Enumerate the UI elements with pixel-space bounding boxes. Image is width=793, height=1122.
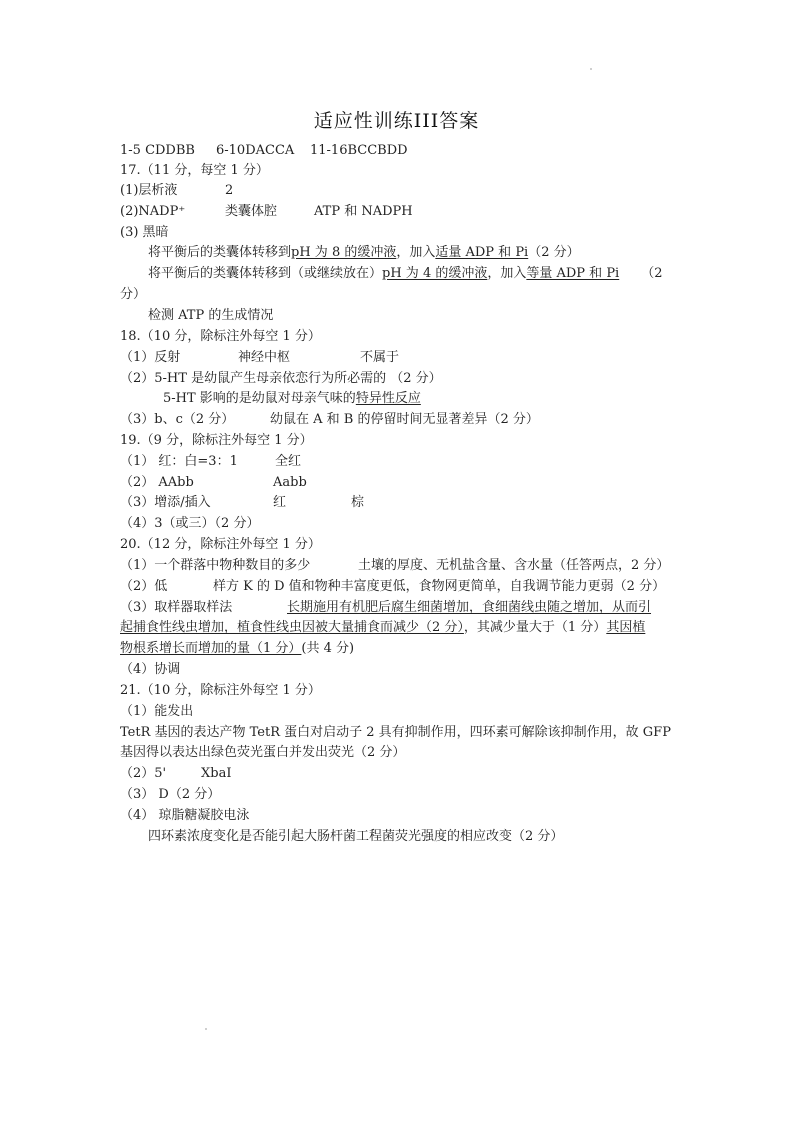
q21-line4-a: （2）5' xyxy=(120,766,167,781)
q21-line4-b: XbaⅠ xyxy=(201,766,232,781)
q17-line6: 分） xyxy=(120,287,147,302)
q19-line1-b: 全红 xyxy=(275,454,302,469)
q18-line1-a: （1）反射 xyxy=(120,350,181,365)
page-title: 适应性训练III答案 xyxy=(313,110,480,132)
choice-answers-11-16: 11-16BCCBDD xyxy=(310,143,408,158)
q20-line4 xyxy=(120,620,645,636)
q20-heading: 20.（12 分，除标注外每空 1 分） xyxy=(120,537,321,552)
q20-line4-underline-2: 其因植 xyxy=(606,620,646,635)
q19-line2-b: Aabb xyxy=(273,475,307,490)
q18-line4-a: （3）b、c（2 分） xyxy=(120,412,235,427)
q20-line2-a: （2）低 xyxy=(120,579,168,594)
q21-line3: 基因得以表达出绿色荧光蛋白并发出荧光（2 分） xyxy=(120,745,406,760)
choice-answers-1-5: 1-5 CDDBB xyxy=(120,143,195,158)
q17-line4-underline-2: 适量 ADP 和 Pi xyxy=(435,245,529,260)
q20-line5-post: (共 4 分) xyxy=(301,641,355,656)
q18-line1-b: 神经中枢 xyxy=(238,350,291,365)
q18-heading: 18.（10 分，除标注外每空 1 分） xyxy=(120,329,321,344)
q17-line2-a: (2)NADP⁺ xyxy=(120,204,186,219)
q20-line4-mid: ，其减少量大于（1 分） xyxy=(463,620,607,635)
q17-line5-underline-2: 等量 ADP 和 Pi xyxy=(526,266,620,281)
q17-line4-mid: ，加入 xyxy=(396,245,436,260)
q17-line4-post: （2 分） xyxy=(528,245,580,260)
q17-line7: 检测 ATP 的生成情况 xyxy=(148,308,274,323)
q19-line3-a: （3）增添/插入 xyxy=(120,495,211,510)
q17-heading: 17.（11 分，每空 1 分） xyxy=(120,163,269,178)
q20-line2-b: 样方 K 的 D 值和物种丰富度更低，食物网更简单，自我调节能力更弱（2 分） xyxy=(213,579,666,594)
q21-heading: 21.（10 分，除标注外每空 1 分） xyxy=(120,683,321,698)
q21-line5: （3） D（2 分） xyxy=(120,787,221,802)
scan-dot xyxy=(590,68,592,70)
scan-dot xyxy=(205,1028,207,1030)
q18-line1-c: 不属于 xyxy=(360,350,400,365)
q17-line4-underline-1: pH 为 8 的缓冲液 xyxy=(291,245,397,260)
q20-line6: （4）协调 xyxy=(120,662,181,677)
q20-line1-a: （1）一个群落中物种数目的多少 xyxy=(120,558,311,573)
q17-line3: (3) 黑暗 xyxy=(120,225,169,240)
q17-line5 xyxy=(148,266,663,282)
q21-line1: （1）能发出 xyxy=(120,704,194,719)
q18-line4-b: 幼鼠在 A 和 B 的停留时间无显著差异（2 分） xyxy=(270,412,539,427)
q17-line4-pre: 将平衡后的类囊体转移到 xyxy=(148,245,292,260)
q17-line2-c: ATP 和 NADPH xyxy=(314,204,413,219)
q17-line5-post: （2 xyxy=(641,266,663,281)
q19-line3-b: 红 xyxy=(273,495,287,510)
q19-line1-a: （1） 红：白=3：1 xyxy=(120,454,238,469)
q19-line4: （4）3（或三）（2 分） xyxy=(120,516,260,531)
q17-line1-b: 2 xyxy=(225,183,234,198)
q19-line3-c: 棕 xyxy=(351,495,365,510)
q19-line2-a: （2） AAbb xyxy=(120,475,194,490)
q18-line2: （2）5-HT 是幼鼠产生母亲依恋行为所必需的 （2 分） xyxy=(120,371,442,386)
q18-line3-underline: 特异性反应 xyxy=(355,391,421,406)
q17-line5-mid: ，加入 xyxy=(487,266,527,281)
q20-line1-b: 土壤的厚度、无机盐含量、含水量（任答两点，2 分） xyxy=(358,558,670,573)
q17-line2-b: 类囊体腔 xyxy=(225,204,278,219)
q18-line3-pre: 5-HT 影响的是幼鼠对母亲气味的 xyxy=(163,391,356,406)
q17-line1-a: (1)层析液 xyxy=(120,183,178,198)
q17-line5-pre: 将平衡后的类囊体转移到（或继续放在） xyxy=(148,266,383,281)
q21-line2: TetR 基因的表达产物 TetR 蛋白对启动子 2 具有抑制作用，四环素可解除该抑制作用，故 GFP xyxy=(120,725,671,740)
q19-heading: 19.（9 分，除标注外每空 1 分） xyxy=(120,433,313,448)
q20-line3-a: （3）取样器取样法 xyxy=(120,600,233,615)
choice-answers-6-10: 6-10DACCA xyxy=(216,143,295,158)
q18-line3 xyxy=(163,391,421,407)
q21-line6: （4） 琼脂糖凝胶电泳 xyxy=(120,808,250,823)
q17-line4 xyxy=(148,245,580,261)
q20-line4-underline-1: 起捕食性线虫增加，植食性线虫因被大量捕食而减少（2 分） xyxy=(120,620,464,635)
q20-line5 xyxy=(120,641,354,657)
q21-line7: 四环素浓度变化是否能引起大肠杆菌工程菌荧光强度的相应改变（2 分） xyxy=(148,829,564,844)
q17-line5-underline-1: pH 为 4 的缓冲液 xyxy=(382,266,488,281)
q20-line3-underline: 长期施用有机肥后腐生细菌增加，食细菌线虫随之增加，从而引 xyxy=(287,600,652,615)
q20-line5-underline: 物根系增长而增加的量（1 分） xyxy=(120,641,302,656)
